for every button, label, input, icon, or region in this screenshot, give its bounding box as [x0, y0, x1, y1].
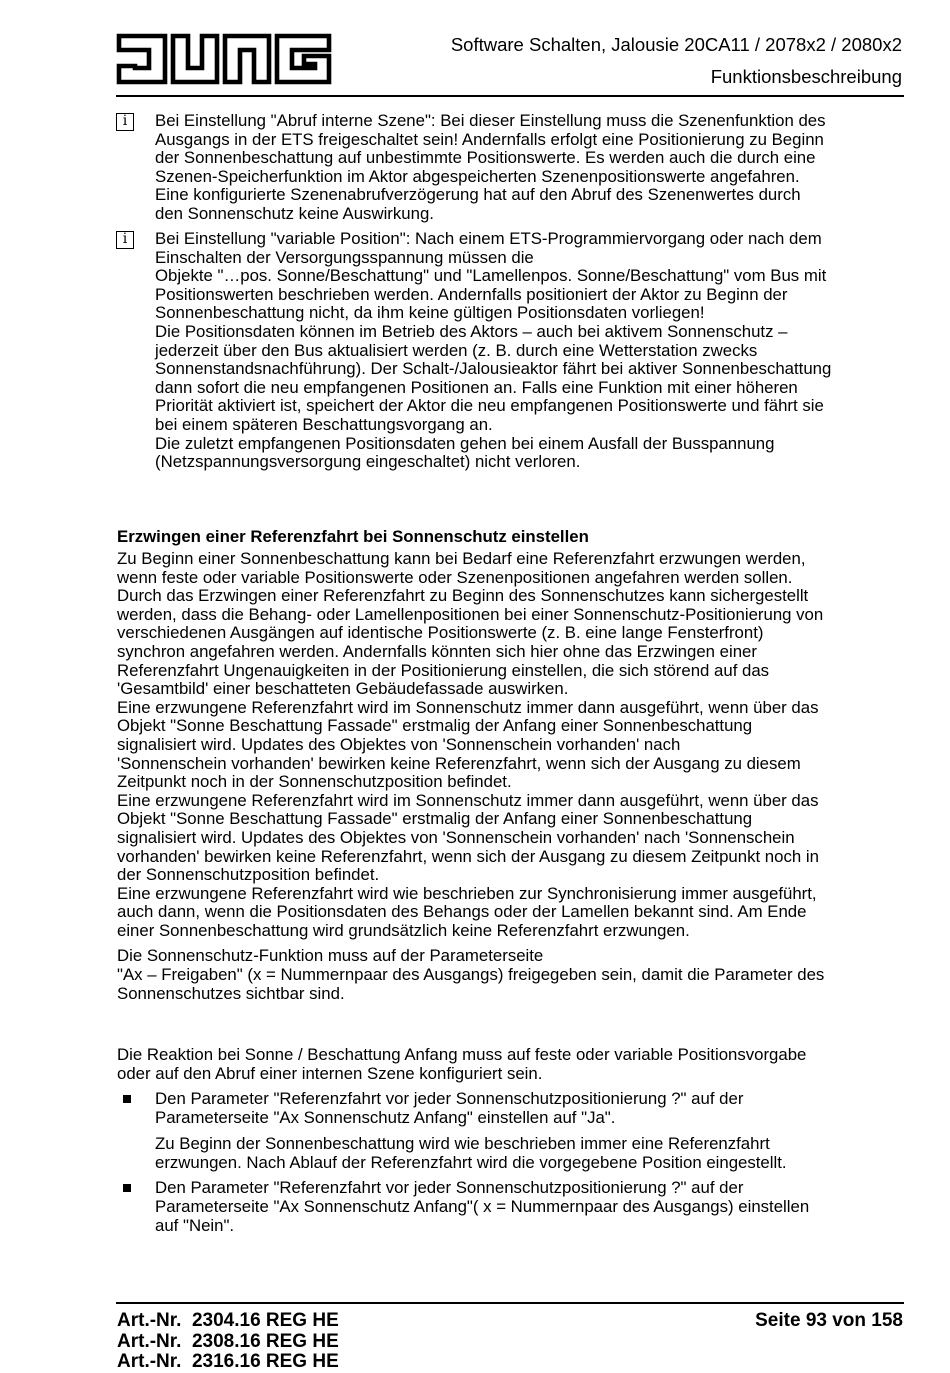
- text-line: bei einem späteren Beschattungsvorgang an.: [155, 414, 493, 434]
- text-line: verschiedenen Ausgängen auf identische Positionswerte (z. B. eine lange Fensterfront): [117, 623, 764, 643]
- brand-text: JUNG: [116, 32, 119, 33]
- section-paragraph-reaction: [117, 1046, 907, 1083]
- text-line: Parameterseite "Ax Sonnenschutz Anfang"( x = Nummernpaar des Ausgangs) einstellen: [155, 1196, 810, 1216]
- text-line: Objekt "Sonne Beschattung Fassade" erstmalig der Anfang einer Sonnenbeschattung: [117, 716, 753, 736]
- article-number: Art.-Nr. 2308.16 REG HE: [117, 1330, 339, 1352]
- text-line: der Sonnenbeschattung auf unbestimmte Positionswerte. Es werden auch die durch eine: [155, 148, 816, 168]
- text-line: Parameterseite "Ax Sonnenschutz Anfang" einstellen auf "Ja".: [155, 1107, 616, 1127]
- text-line: 'Gesamtbild' einer beschatteten Gebäudefassade auswirken.: [117, 679, 569, 699]
- text-line: Objekt "Sonne Beschattung Fassade" erstmalig der Anfang einer Sonnenbeschattung: [117, 809, 753, 829]
- text-line: auch dann, wenn die Positionsdaten des Behangs oder der Lamellen bekannt sind. Am Ende: [117, 902, 807, 922]
- text-line: Eine konfigurierte Szenenabrufverzögerung hat auf den Abruf des Szenenwertes durch: [155, 185, 801, 205]
- page-number: Seite 93 von 158: [755, 1310, 903, 1331]
- document-title: Software Schalten, Jalousie 20CA11 / 2078x2 / 2080x2: [450, 34, 902, 55]
- jung-logo: [116, 32, 332, 86]
- text-line: den Sonnenschutz keine Auswirkung.: [155, 203, 434, 223]
- text-line: Den Parameter "Referenzfahrt vor jeder Sonnenschutzpositionierung ?" auf der: [155, 1178, 744, 1198]
- info-note-scene: [116, 112, 906, 224]
- text-line: signalisiert wird. Updates des Objektes von 'Sonnenschein vorhanden' nach 'Sonnenschein: [117, 827, 795, 847]
- text-line: Die Reaktion bei Sonne / Beschattung Anfang muss auf feste oder variable Positionsvorgabe: [117, 1045, 807, 1064]
- text-line: vorhanden' bewirken keine Referenzfahrt, wenn sich der Ausgang zu diesem Zeitpunkt noch in: [117, 846, 819, 866]
- footer-divider: [116, 1302, 904, 1304]
- info-note-text: [155, 230, 906, 472]
- text-line: "Ax – Freigaben" (x = Nummernpaar des Ausgangs) freigegeben sein, damit die Parameter des: [117, 965, 825, 985]
- text-line: Priorität aktiviert ist, speichert der Aktor die neu empfangenen Positionswerte und fährt sie: [155, 396, 824, 416]
- article-number: Art.-Nr. 2316.16 REG HE: [117, 1351, 339, 1372]
- list-item-note: [155, 1135, 907, 1172]
- text-line: Szenen-Speicherfunktion im Aktor abgespeicherten Szenenpositionswerte angefahren.: [155, 166, 800, 186]
- text-line: auf "Nein".: [155, 1215, 235, 1235]
- text-line: Zeitpunkt noch in der Sonnenschutzposition befindet.: [117, 772, 512, 792]
- bullet-square-icon: [123, 1095, 131, 1103]
- text-line: Den Parameter "Referenzfahrt vor jeder Sonnenschutzpositionierung ?" auf der: [155, 1089, 744, 1108]
- text-line: Eine erzwungene Referenzfahrt wird im Sonnenschutz immer dann ausgeführt, wenn über das: [117, 697, 819, 717]
- section-heading: Erzwingen einer Referenzfahrt bei Sonnenschutz einstellen: [117, 527, 589, 546]
- text-line: erzwungen. Nach Ablauf der Referenzfahrt wird die vorgegebene Position eingestellt.: [155, 1152, 787, 1172]
- text-line: Bei Einstellung "variable Position": Nach einem ETS-Programmiervorgang oder nach dem: [155, 229, 822, 248]
- info-note-variable-position: [116, 230, 906, 472]
- instruction-list: [117, 1090, 907, 1235]
- text-line: Bei Einstellung "Abruf interne Szene": Bei dieser Einstellung muss die Szenenfunktion des: [155, 111, 826, 130]
- text-line: Eine erzwungene Referenzfahrt wird wie beschrieben zur Synchronisierung immer ausgeführt,: [117, 883, 817, 903]
- text-line: Einschalten der Versorgungsspannung müssen die: [155, 247, 534, 267]
- header-divider: [116, 95, 904, 97]
- bullet-square-icon: [123, 1184, 131, 1192]
- list-item: [117, 1090, 907, 1172]
- text-line: Zu Beginn der Sonnenbeschattung wird wie beschrieben immer eine Referenzfahrt: [155, 1134, 770, 1154]
- info-icon: i: [116, 231, 134, 249]
- text-line: oder auf den Abruf einer internen Szene konfiguriert sein.: [117, 1063, 543, 1083]
- document-subtitle: Funktionsbeschreibung: [710, 66, 902, 87]
- text-line: werden, dass die Behang- oder Lamellenpositionen bei einer Sonnenschutz-Positionierung von: [117, 604, 824, 624]
- text-line: Positionswerten beschrieben werden. Andernfalls positioniert der Aktor zu Beginn der: [155, 284, 788, 304]
- text-line: 'Sonnenschein vorhanden' bewirken keine Referenzfahrt, wenn sich der Ausgang zu diesem: [117, 753, 801, 773]
- info-icon: i: [116, 113, 134, 131]
- text-line: Referenzfahrt Ungenauigkeiten in der Positionierung einstellen, die sich störend auf das: [117, 660, 770, 680]
- article-number: Art.-Nr. 2304.16 REG HE: [117, 1310, 339, 1331]
- text-line: signalisiert wird. Updates des Objektes von 'Sonnenschein vorhanden' nach: [117, 734, 681, 754]
- info-note-text: [155, 112, 906, 224]
- text-line: Sonnenschutzes sichtbar sind.: [117, 983, 345, 1003]
- text-line: Durch das Erzwingen einer Referenzfahrt zu Beginn des Sonnenschutzes kann sichergestellt: [117, 586, 809, 606]
- section-reference-run: [117, 527, 907, 1003]
- list-item: [117, 1179, 907, 1235]
- text-line: dann sofort die neu empfangenen Positionen an. Falls eine Funktion mit einer höheren: [155, 377, 798, 397]
- text-line: Objekte "…pos. Sonne/Beschattung" und "Lamellenpos. Sonne/Beschattung" vom Bus mit: [155, 266, 827, 286]
- text-line: einer Sonnenbeschattung wird grundsätzlich keine Referenzfahrt erzwungen.: [117, 920, 690, 940]
- text-line: Die Sonnenschutz-Funktion muss auf der Parameterseite: [117, 946, 544, 966]
- text-line: Sonnenbeschattung nicht, da ihm keine gültigen Positionsdaten vorliegen!: [155, 303, 705, 323]
- text-line: Die zuletzt empfangenen Positionsdaten gehen bei einem Ausfall der Busspannung: [155, 433, 775, 453]
- text-line: Eine erzwungene Referenzfahrt wird im Sonnenschutz immer dann ausgeführt, wenn über das: [117, 790, 819, 810]
- text-line: Zu Beginn einer Sonnenbeschattung kann bei Bedarf eine Referenzfahrt erzwungen werden,: [117, 549, 806, 568]
- section-paragraph: [117, 550, 907, 940]
- text-line: Sonnenstandsnachführung). Der Schalt-/Jalousieaktor fährt bei aktiver Sonnenbeschattung: [155, 359, 832, 379]
- section-paragraph: [117, 947, 907, 1003]
- text-line: wenn feste oder variable Positionswerte oder Szenenpositionen angefahren werden sollen.: [117, 567, 793, 587]
- text-line: jederzeit über den Bus aktualisiert werden (z. B. durch eine Wetterstation zwecks: [155, 340, 758, 360]
- text-line: der Sonnenschutzposition befindet.: [117, 865, 380, 885]
- text-line: (Netzspannungsversorgung eingeschaltet) nicht verloren.: [155, 452, 581, 472]
- article-numbers: [117, 1311, 339, 1373]
- text-line: Die Positionsdaten können im Betrieb des Aktors – auch bei aktivem Sonnenschutz –: [155, 321, 788, 341]
- text-line: synchron angefahren werden. Andernfalls könnten sich hier ohne das Erzwingen einer: [117, 641, 757, 661]
- text-line: Ausgangs in der ETS freigeschaltet sein! Andernfalls erfolgt eine Positionierung zu Beginn: [155, 129, 824, 149]
